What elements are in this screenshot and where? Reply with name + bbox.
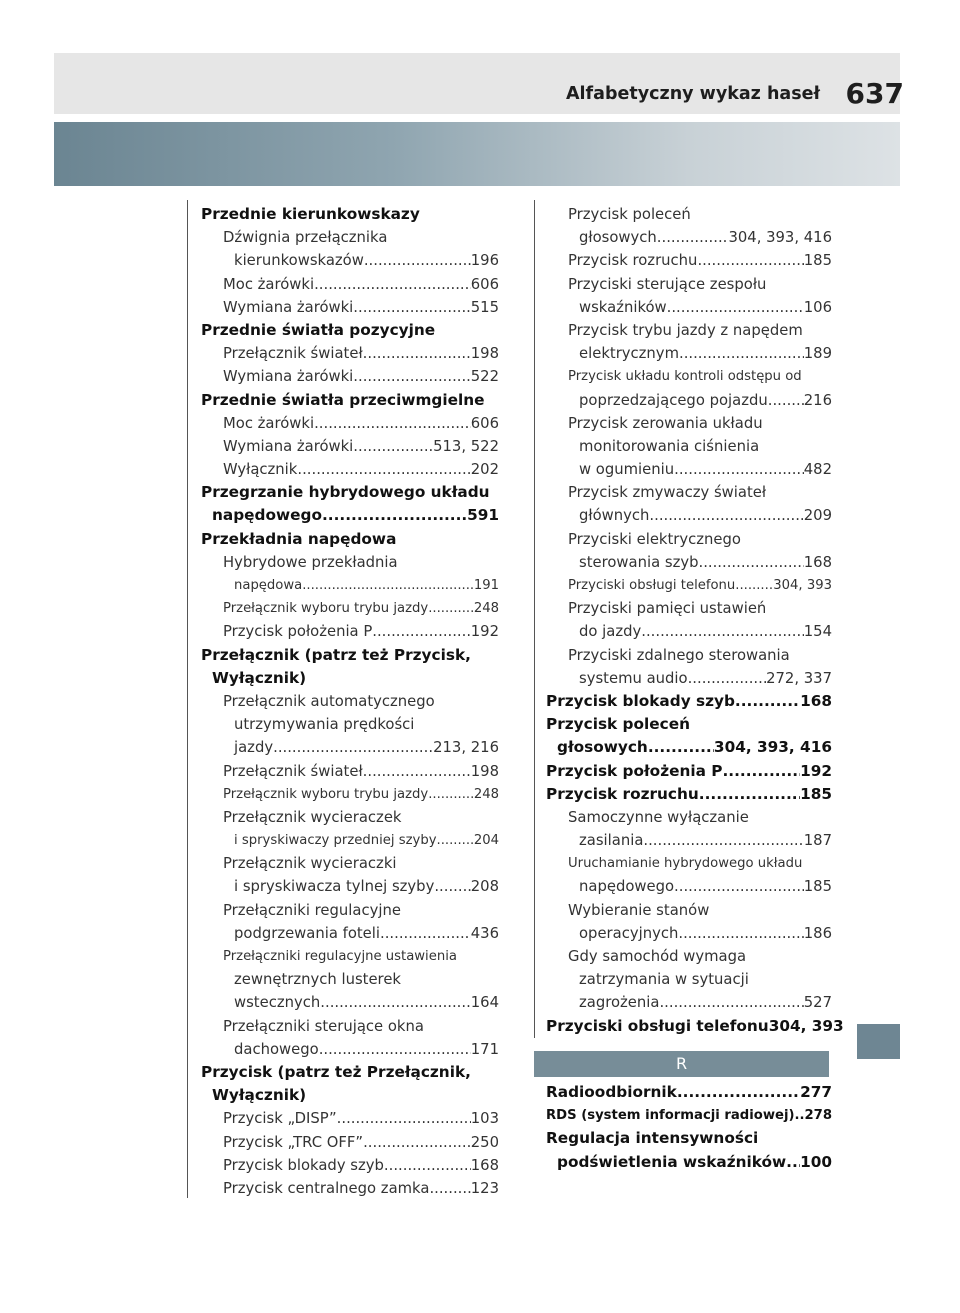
index-entry — [201, 852, 499, 875]
index-entry — [201, 226, 499, 249]
index-page-ref: 606 — [470, 275, 499, 293]
index-entry — [201, 1131, 499, 1154]
index-page-ref: 436 — [470, 924, 499, 942]
index-page-ref: 204 — [473, 833, 499, 849]
section-letter-r: R — [534, 1051, 829, 1077]
dot-leader — [314, 412, 471, 435]
index-page-ref: 272, 337 — [766, 669, 832, 687]
index-entry-text: Przyciski zdalnego sterowania — [568, 646, 790, 664]
dot-leader — [699, 783, 800, 806]
index-page-ref: 591 — [467, 506, 499, 525]
index-entry — [546, 1151, 832, 1174]
index-entry — [201, 736, 499, 759]
index-page-ref: 213, 216 — [433, 739, 499, 757]
index-entry — [201, 458, 499, 481]
dot-leader — [353, 296, 470, 319]
index-entry — [201, 296, 499, 319]
index-entry-text: Przycisk blokady szyb — [546, 691, 735, 710]
index-page-ref: 187 — [803, 832, 832, 850]
index-entry — [546, 273, 832, 296]
index-entry-text: poprzedzającego pojazdu — [579, 391, 768, 409]
dot-leader — [735, 574, 773, 597]
index-page-ref: 192 — [800, 761, 832, 780]
index-page-ref: 100 — [800, 1152, 832, 1171]
index-entry — [201, 389, 499, 412]
index-entry — [546, 806, 832, 829]
index-entry-text: Przyciski sterujące zespołu — [568, 275, 767, 293]
index-entry-text: głównych — [579, 507, 650, 525]
index-page-ref: 202 — [470, 461, 499, 479]
index-entry-text: Wymiana żarówki — [223, 437, 354, 455]
index-entry — [201, 713, 499, 736]
dot-leader — [648, 736, 714, 759]
index-entry — [546, 226, 832, 249]
index-entry — [546, 899, 832, 922]
index-entry — [201, 829, 499, 852]
index-entry — [546, 945, 832, 968]
dot-leader — [786, 1151, 800, 1174]
index-entry-text: Samoczynne wyłączanie — [568, 808, 749, 826]
index-page-ref: 192 — [470, 623, 499, 641]
index-entry — [201, 365, 499, 388]
index-entry — [201, 806, 499, 829]
side-tab-marker — [857, 1024, 900, 1059]
index-entry-text: Przycisk zerowania układu — [568, 414, 763, 432]
index-entry-text: Przyciski pamięci ustawień — [568, 600, 767, 618]
index-entry-text: Przełącznik wycieraczki — [223, 855, 397, 873]
index-entry-text: RDS (system informacji radiowej) — [546, 1108, 795, 1124]
dot-leader — [722, 760, 800, 783]
index-page-ref: 123 — [470, 1179, 499, 1197]
index-entry — [201, 945, 499, 968]
index-entry-text: Przełączniki regulacyjne ustawienia — [223, 949, 457, 964]
dot-leader — [384, 1154, 471, 1177]
dot-leader — [302, 574, 474, 597]
index-entry — [201, 644, 499, 667]
index-entry-text: Przycisk położenia P — [223, 623, 373, 641]
dot-leader — [337, 1107, 471, 1130]
index-entry — [546, 736, 832, 759]
index-page-ref: 278 — [804, 1108, 832, 1124]
index-entry — [546, 760, 832, 783]
index-entry — [201, 1107, 499, 1130]
index-entry-text: Przełącznik świateł — [223, 762, 363, 780]
dot-leader — [641, 620, 804, 643]
index-entry-text: Przednie światła przeciwmgielne — [201, 390, 485, 409]
index-page-ref: 168 — [800, 691, 832, 710]
index-page-ref: 515 — [470, 298, 499, 316]
index-entry — [546, 504, 832, 527]
index-entry-text: Moc żarówki — [223, 414, 315, 432]
dot-leader — [353, 365, 470, 388]
index-entry-text: Przyciski obsługi telefonu — [568, 578, 736, 593]
dot-leader — [363, 342, 471, 365]
index-entry-text: w ogumieniu — [579, 461, 675, 479]
index-entry — [546, 875, 832, 898]
index-entry — [546, 458, 832, 481]
index-entry-text: Przycisk „TRC OFF” — [223, 1133, 364, 1151]
index-column-right — [546, 203, 844, 1038]
index-entry-text: i spryskiwaczy przedniej szyby — [234, 833, 437, 849]
dot-leader — [643, 829, 803, 852]
index-entry-text: Przegrzanie hybrydowego układu — [201, 483, 490, 502]
index-entry-text: Hybrydowe przekładnia — [223, 553, 398, 571]
index-entry-text: wstecznych — [234, 994, 321, 1012]
index-entry — [546, 342, 832, 365]
index-entry-text: kierunkowskazów — [234, 252, 364, 270]
index-page-ref: 164 — [470, 994, 499, 1012]
index-entry — [201, 342, 499, 365]
index-entry-text: głosowych — [557, 738, 648, 757]
index-entry-text: Przednie światła pozycyjne — [201, 320, 436, 339]
dot-leader — [688, 667, 767, 690]
index-entry — [546, 1104, 832, 1127]
index-entry-text: Przycisk poleceń — [568, 206, 691, 223]
index-entry — [201, 760, 499, 783]
index-page-ref: 304, 393 — [773, 578, 832, 593]
index-page-ref: 103 — [470, 1110, 499, 1128]
dot-leader — [314, 273, 471, 296]
index-entry-text: i spryskiwacza tylnej szyby — [234, 878, 435, 896]
index-page-ref: 186 — [803, 924, 832, 942]
index-entry-text: Przełącznik wyboru trybu jazdy — [223, 601, 429, 617]
index-entry-text: Przełącznik wycieraczek — [223, 808, 402, 826]
dot-leader — [363, 1131, 471, 1154]
index-entry — [201, 574, 499, 597]
index-entry — [201, 620, 499, 643]
index-entry-text: Regulacja intensywności — [546, 1129, 759, 1148]
dot-leader — [678, 922, 803, 945]
index-page-ref: 198 — [470, 345, 499, 363]
index-entry-text: Przekładnia napędowa — [201, 529, 397, 548]
index-entry-text: sterowania szyb — [579, 553, 699, 571]
dot-leader — [768, 389, 804, 412]
index-entry-text: Przełącznik (patrz też Przycisk, — [201, 645, 471, 664]
index-column-left — [201, 203, 499, 1200]
index-page-ref: 304, 393 — [768, 1016, 844, 1035]
index-entry — [201, 968, 499, 991]
dot-leader — [364, 249, 471, 272]
index-entry-text: Przycisk układu kontroli odstępu od — [568, 369, 802, 385]
index-entry-text: Przełączniki sterujące okna — [223, 1017, 424, 1035]
index-page-ref: 209 — [803, 507, 832, 525]
index-entry-text: Wybieranie stanów — [568, 901, 710, 919]
index-entry — [201, 1038, 499, 1061]
index-entry — [201, 690, 499, 713]
index-entry — [201, 203, 499, 226]
index-entry-text: elektrycznym — [579, 345, 679, 363]
index-entry — [546, 249, 832, 272]
index-entry — [546, 829, 832, 852]
index-entry — [201, 481, 499, 504]
index-entry — [201, 1154, 499, 1177]
dot-leader — [372, 620, 470, 643]
page-number: 637 — [845, 77, 904, 110]
index-entry — [201, 875, 499, 898]
index-entry-text: Przednie kierunkowskazy — [201, 205, 420, 223]
index-entry-text: napędowego — [212, 506, 322, 525]
index-entry-text: wskaźników — [579, 298, 667, 316]
dot-leader — [679, 342, 804, 365]
index-entry — [201, 1084, 499, 1107]
index-entry — [546, 574, 832, 597]
index-entry-text: Przycisk blokady szyb — [223, 1156, 384, 1174]
index-entry-text: Przycisk rozruchu — [546, 784, 699, 803]
index-entry-text: Przyciski obsługi telefonu — [546, 1016, 769, 1035]
index-entry-text: Wyłącznik) — [212, 1086, 307, 1105]
index-entry-text: napędowego — [579, 878, 675, 896]
index-page-ref: 185 — [803, 252, 832, 270]
index-entry-text: Gdy samochód wymaga — [568, 948, 747, 965]
index-entry — [201, 667, 499, 690]
index-entry — [201, 597, 499, 620]
index-entry-text: dachowego — [234, 1040, 319, 1058]
dot-leader — [657, 226, 729, 249]
index-entry — [546, 1081, 832, 1104]
index-entry — [201, 435, 499, 458]
index-entry — [201, 551, 499, 574]
dot-leader — [322, 504, 467, 527]
index-entry-text: Wymiana żarówki — [223, 298, 354, 316]
index-entry-text: Radioodbiornik — [546, 1083, 677, 1101]
index-entry-text: Przycisk położenia P — [546, 761, 723, 780]
index-column-r-section — [546, 1081, 832, 1174]
index-entry — [201, 504, 499, 527]
index-page-ref: 250 — [470, 1133, 499, 1151]
dot-leader — [795, 1104, 805, 1127]
index-entry — [201, 1061, 499, 1084]
index-entry-text: Przycisk trybu jazdy z napędem — [568, 321, 803, 339]
dot-leader — [674, 458, 804, 481]
index-entry — [546, 203, 832, 226]
index-entry-text: podgrzewania foteli — [234, 924, 381, 942]
column-divider-right — [534, 200, 535, 1038]
index-entry-text: Przycisk „DISP” — [223, 1110, 337, 1128]
dot-leader — [428, 783, 474, 806]
index-page-ref: 185 — [800, 784, 832, 803]
index-page-ref: 304, 393, 416 — [728, 229, 832, 247]
index-entry-text: zatrzymania w sytuacji — [579, 971, 749, 989]
index-page-ref: 189 — [803, 345, 832, 363]
index-entry — [546, 319, 832, 342]
index-entry — [546, 991, 832, 1014]
index-entry — [201, 528, 499, 551]
index-entry — [201, 319, 499, 342]
index-entry-text: utrzymywania prędkości — [234, 716, 415, 734]
index-entry-text: Moc żarówki — [223, 275, 315, 293]
index-entry-text: napędowa — [234, 578, 303, 593]
index-page-ref: 527 — [803, 994, 832, 1012]
index-entry — [546, 597, 832, 620]
dot-leader — [698, 551, 803, 574]
index-entry-text: Przycisk zmywaczy świateł — [568, 484, 767, 502]
index-entry-text: Dźwignia przełącznika — [223, 229, 388, 247]
dot-leader — [380, 922, 471, 945]
index-page-ref: 196 — [470, 252, 499, 270]
index-page-ref: 168 — [470, 1156, 499, 1174]
index-entry-text: do jazdy — [579, 623, 642, 641]
index-entry — [546, 620, 832, 643]
index-entry-text: podświetlenia wskaźników — [557, 1152, 787, 1171]
index-entry — [546, 1015, 844, 1038]
dot-leader — [434, 875, 470, 898]
column-divider-left — [187, 200, 188, 1198]
index-entry-text: Wyłącznik) — [212, 668, 307, 687]
index-entry — [546, 435, 832, 458]
index-entry — [201, 249, 499, 272]
dot-leader — [697, 249, 803, 272]
index-entry — [201, 899, 499, 922]
index-entry — [201, 991, 499, 1014]
dot-leader — [353, 435, 433, 458]
index-entry — [546, 412, 832, 435]
index-entry — [546, 481, 832, 504]
index-entry — [546, 365, 832, 388]
index-entry-text: jazdy — [234, 739, 274, 757]
dot-leader — [428, 597, 474, 620]
index-entry-text: Przycisk poleceń — [546, 715, 690, 734]
index-entry-text: Przełącznik automatycznego — [223, 692, 435, 710]
index-entry — [201, 1015, 499, 1038]
index-page-ref: 168 — [803, 553, 832, 571]
header-gradient-band — [54, 122, 900, 186]
index-entry-text: Przycisk centralnego zamka — [223, 1179, 430, 1197]
index-entry-text: Przycisk rozruchu — [568, 252, 698, 270]
index-entry — [546, 667, 832, 690]
dot-leader — [320, 991, 470, 1014]
index-entry — [546, 296, 832, 319]
index-entry — [546, 968, 832, 991]
index-entry-text: Wymiana żarówki — [223, 368, 354, 386]
index-entry — [201, 273, 499, 296]
index-entry — [546, 389, 832, 412]
index-entry-text: Uruchamianie hybrydowego układu — [568, 856, 803, 872]
index-entry-text: głosowych — [579, 229, 657, 247]
index-entry-text: Przełączniki regulacyjne — [223, 901, 401, 919]
page-title: Alfabetyczny wykaz haseł — [566, 84, 820, 104]
index-entry — [546, 551, 832, 574]
dot-leader — [667, 296, 804, 319]
index-page-ref: 191 — [473, 578, 499, 593]
index-page-ref: 304, 393, 416 — [713, 738, 832, 757]
index-entry-text: systemu audio — [579, 669, 688, 687]
index-page-ref: 606 — [470, 414, 499, 432]
index-page-ref: 154 — [803, 623, 832, 641]
index-page-ref: 248 — [473, 786, 499, 802]
index-page-ref: 482 — [803, 461, 832, 479]
index-entry — [546, 713, 832, 736]
dot-leader — [429, 1177, 470, 1200]
dot-leader — [674, 875, 804, 898]
index-entry-text: zagrożenia — [579, 994, 660, 1012]
index-entry-text: Przyciski elektrycznego — [568, 530, 741, 548]
index-page-ref: 106 — [803, 298, 832, 316]
dot-leader — [677, 1081, 800, 1104]
index-page-ref: 185 — [803, 878, 832, 896]
index-entry-text: zasilania — [579, 832, 644, 850]
index-entry-text: zewnętrznych lusterek — [234, 971, 401, 989]
dot-leader — [273, 736, 433, 759]
dot-leader — [363, 760, 471, 783]
index-entry — [546, 922, 832, 945]
index-entry-text: Przycisk (patrz też Przełącznik, — [201, 1062, 471, 1081]
index-entry-text: operacyjnych — [579, 924, 679, 942]
index-entry-text: Przełącznik wyboru trybu jazdy — [223, 786, 429, 802]
dot-leader — [659, 991, 803, 1014]
index-page-ref: 277 — [800, 1083, 832, 1101]
index-entry — [201, 922, 499, 945]
index-page-ref: 198 — [470, 762, 499, 780]
index-page-ref: 216 — [803, 391, 832, 409]
index-entry — [201, 783, 499, 806]
dot-leader — [735, 690, 800, 713]
index-entry — [201, 1177, 499, 1200]
index-entry-text: Wyłącznik — [223, 461, 298, 479]
dot-leader — [649, 504, 803, 527]
index-page-ref: 248 — [473, 601, 499, 617]
index-page-ref: 208 — [470, 878, 499, 896]
index-entry — [201, 412, 499, 435]
index-entry-text: monitorowania ciśnienia — [579, 437, 760, 455]
index-entry — [546, 690, 832, 713]
index-entry — [546, 528, 832, 551]
index-page-ref: 171 — [470, 1040, 499, 1058]
index-page-ref: 513, 522 — [433, 437, 499, 455]
index-entry — [546, 644, 832, 667]
dot-leader — [437, 829, 474, 852]
dot-leader — [297, 458, 470, 481]
index-entry-text: Przełącznik świateł — [223, 345, 363, 363]
index-entry — [546, 1127, 832, 1150]
index-entry — [546, 852, 832, 875]
dot-leader — [319, 1038, 471, 1061]
index-page-ref: 522 — [470, 368, 499, 386]
index-entry — [546, 783, 832, 806]
